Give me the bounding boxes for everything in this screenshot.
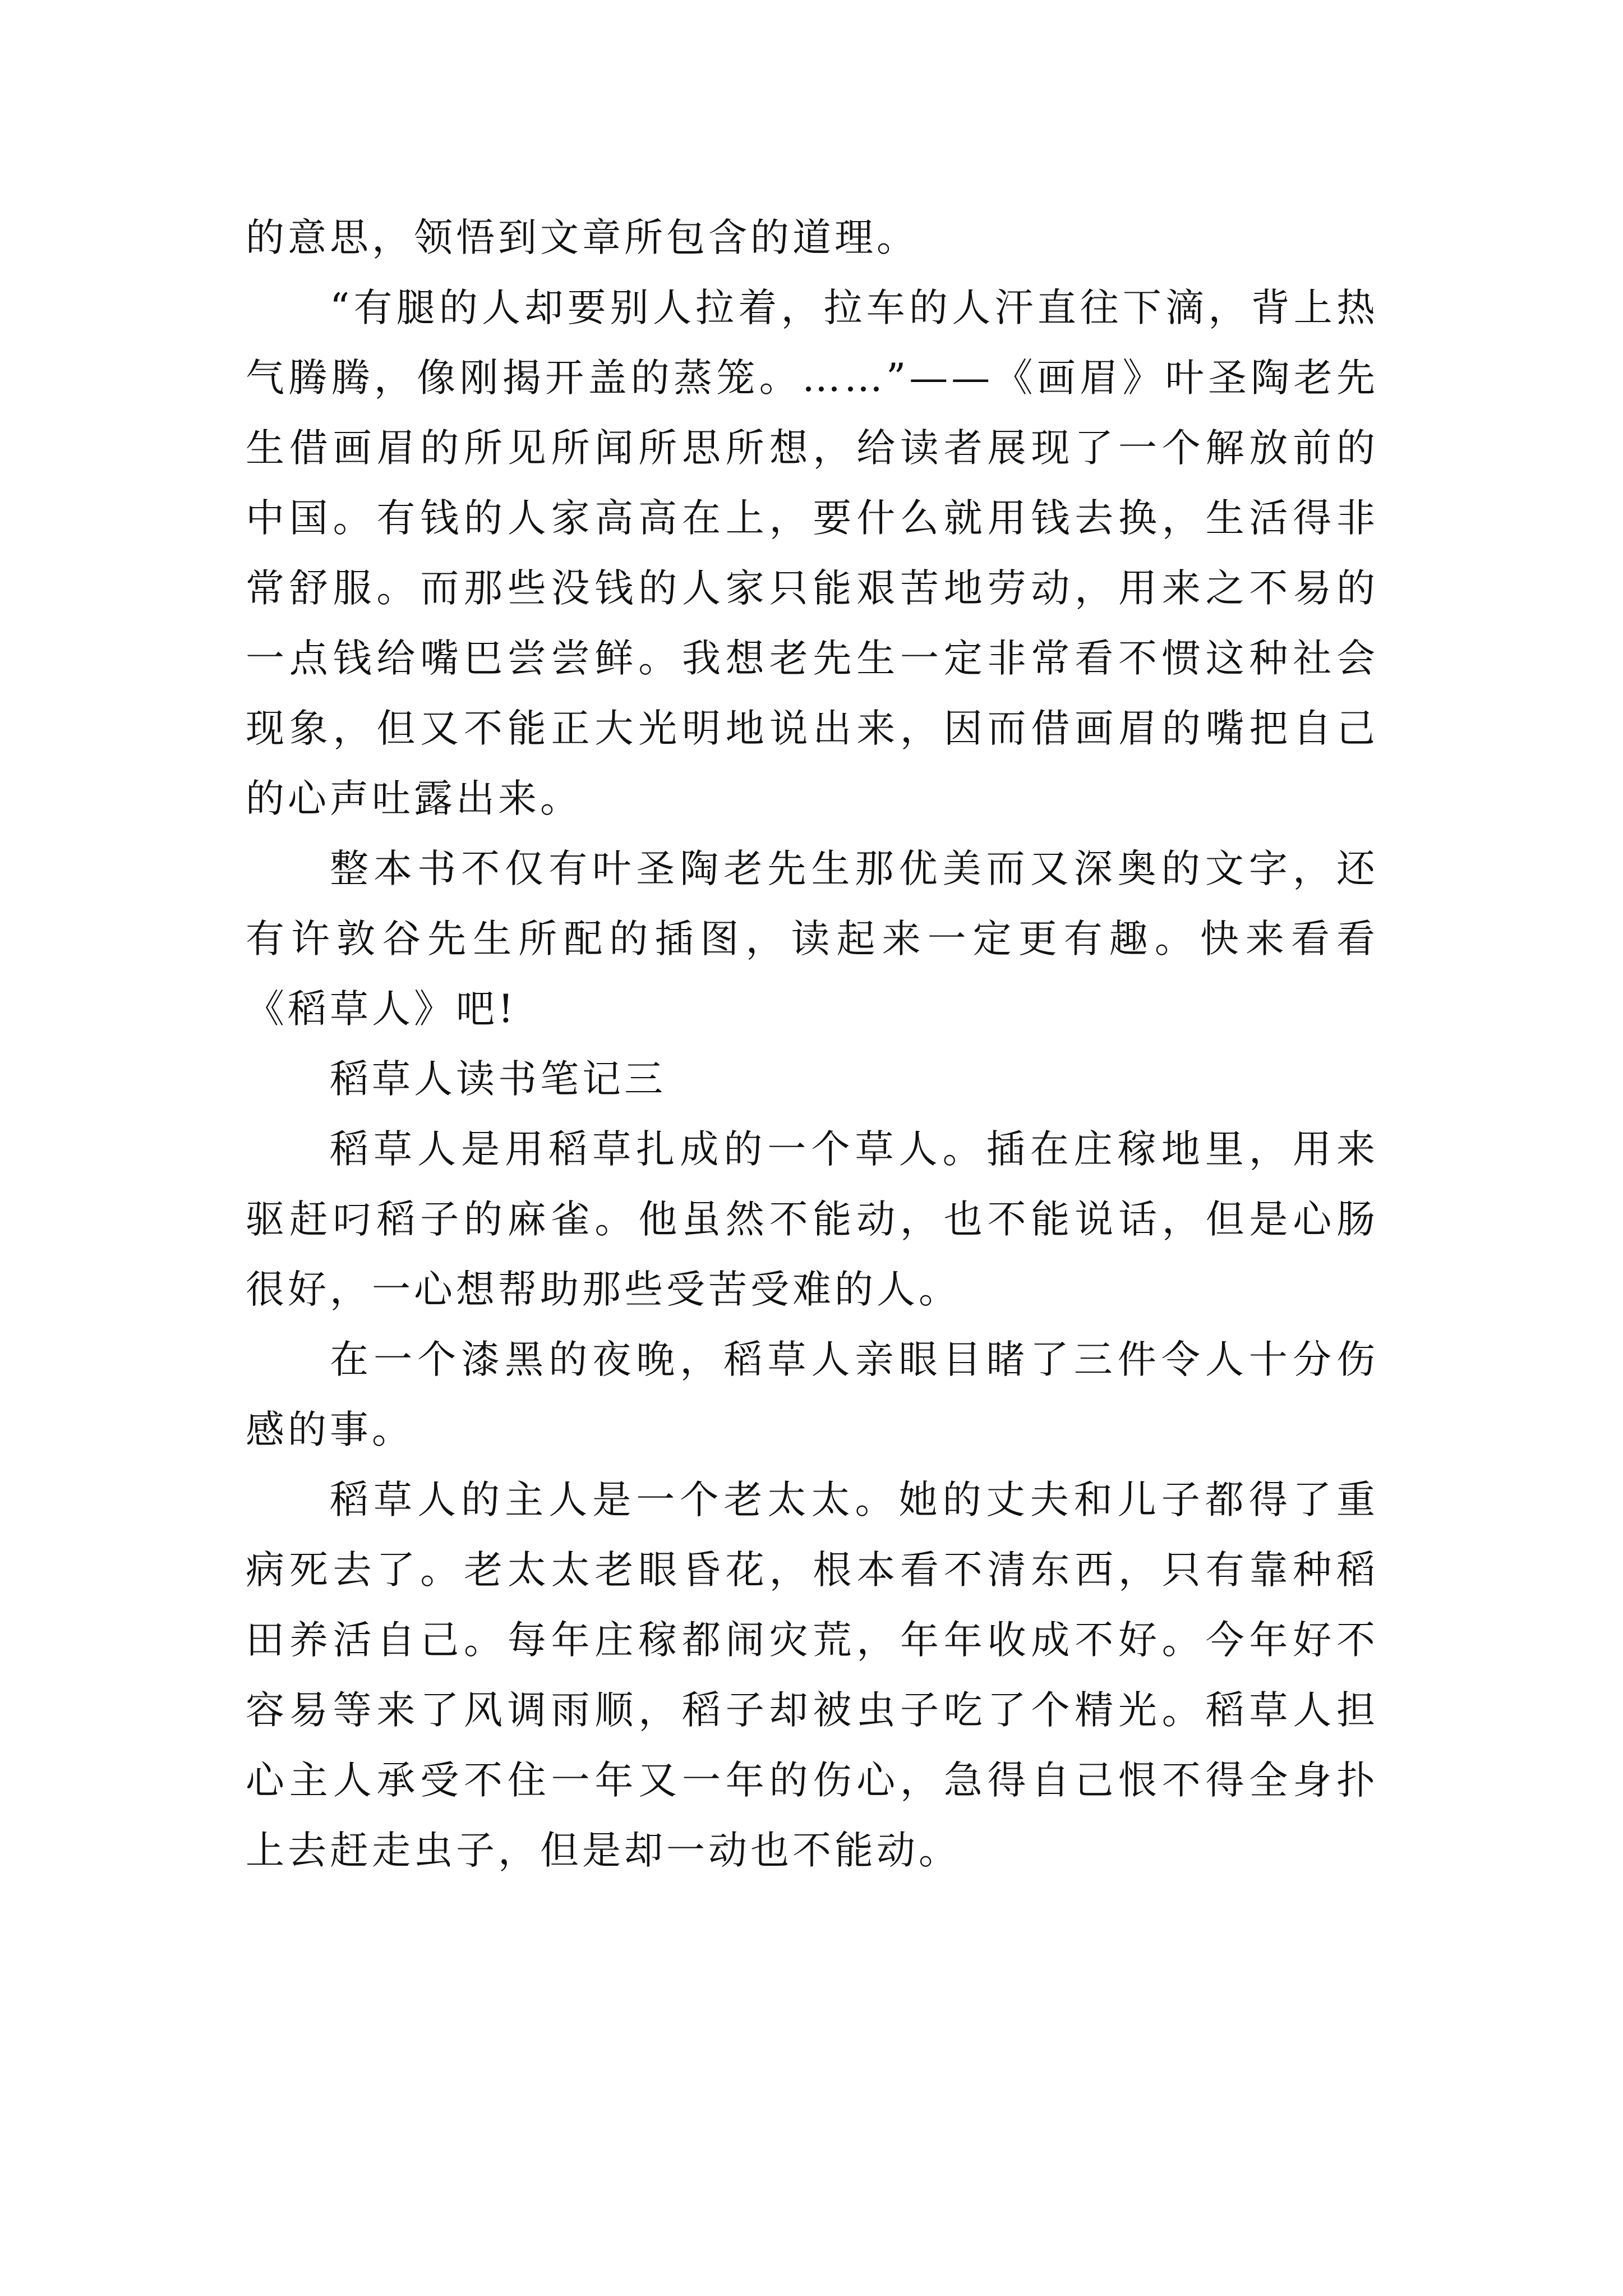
paragraph-1: 的意思，领悟到文章所包含的道理。 <box>246 215 919 260</box>
section-heading: 稻草人读书笔记三 <box>330 1057 666 1102</box>
paragraph-2: “有腿的人却要别人拉着，拉车的人汗直往下滴，背上热气腾腾，像刚揭开盖的蒸笼。……”——《画眉》叶圣陶老先生借画眉的所见所闻所思所想，给读者展现了一个解放前的中国。有钱的人家高高在上，要什么就用钱去换，生活得非常舒服。而那些没钱的人家只能艰苦地劳动，用来之不易的一点钱给嘴巴尝尝鲜。我想老先生一定非常看不惯这种社会现象，但又不能正大光明地说出来，因而借画眉的嘴把自己的心声吐露出来。 <box>246 286 1378 821</box>
paragraph-4: 稻草人是用稻草扎成的一个草人。插在庄稼地里，用来驱赶叼稻子的麻雀。他虽然不能动，也不能说话，但是心肠很好，一心想帮助那些受苦受难的人。 <box>246 1127 1378 1312</box>
document-body <box>246 203 1378 1886</box>
paragraph-3: 整本书不仅有叶圣陶老先生那优美而又深奥的文字，还有许敦谷先生所配的插图，读起来一定更有趣。快来看看《稻草人》吧! <box>246 846 1378 1032</box>
paragraph-5: 在一个漆黑的夜晚，稻草人亲眼目睹了三件令人十分伤感的事。 <box>246 1337 1378 1452</box>
paragraph-6: 稻草人的主人是一个老太太。她的丈夫和儿子都得了重病死去了。老太太老眼昏花，根本看不清东西，只有靠种稻田养活自己。每年庄稼都闹灾荒，年年收成不好。今年好不容易等来了风调雨顺，稻子却被虫子吃了个精光。稻草人担心主人承受不住一年又一年的伤心，急得自己恨不得全身扑上去赶走虫子，但是却一动也不能动。 <box>246 1478 1378 1873</box>
